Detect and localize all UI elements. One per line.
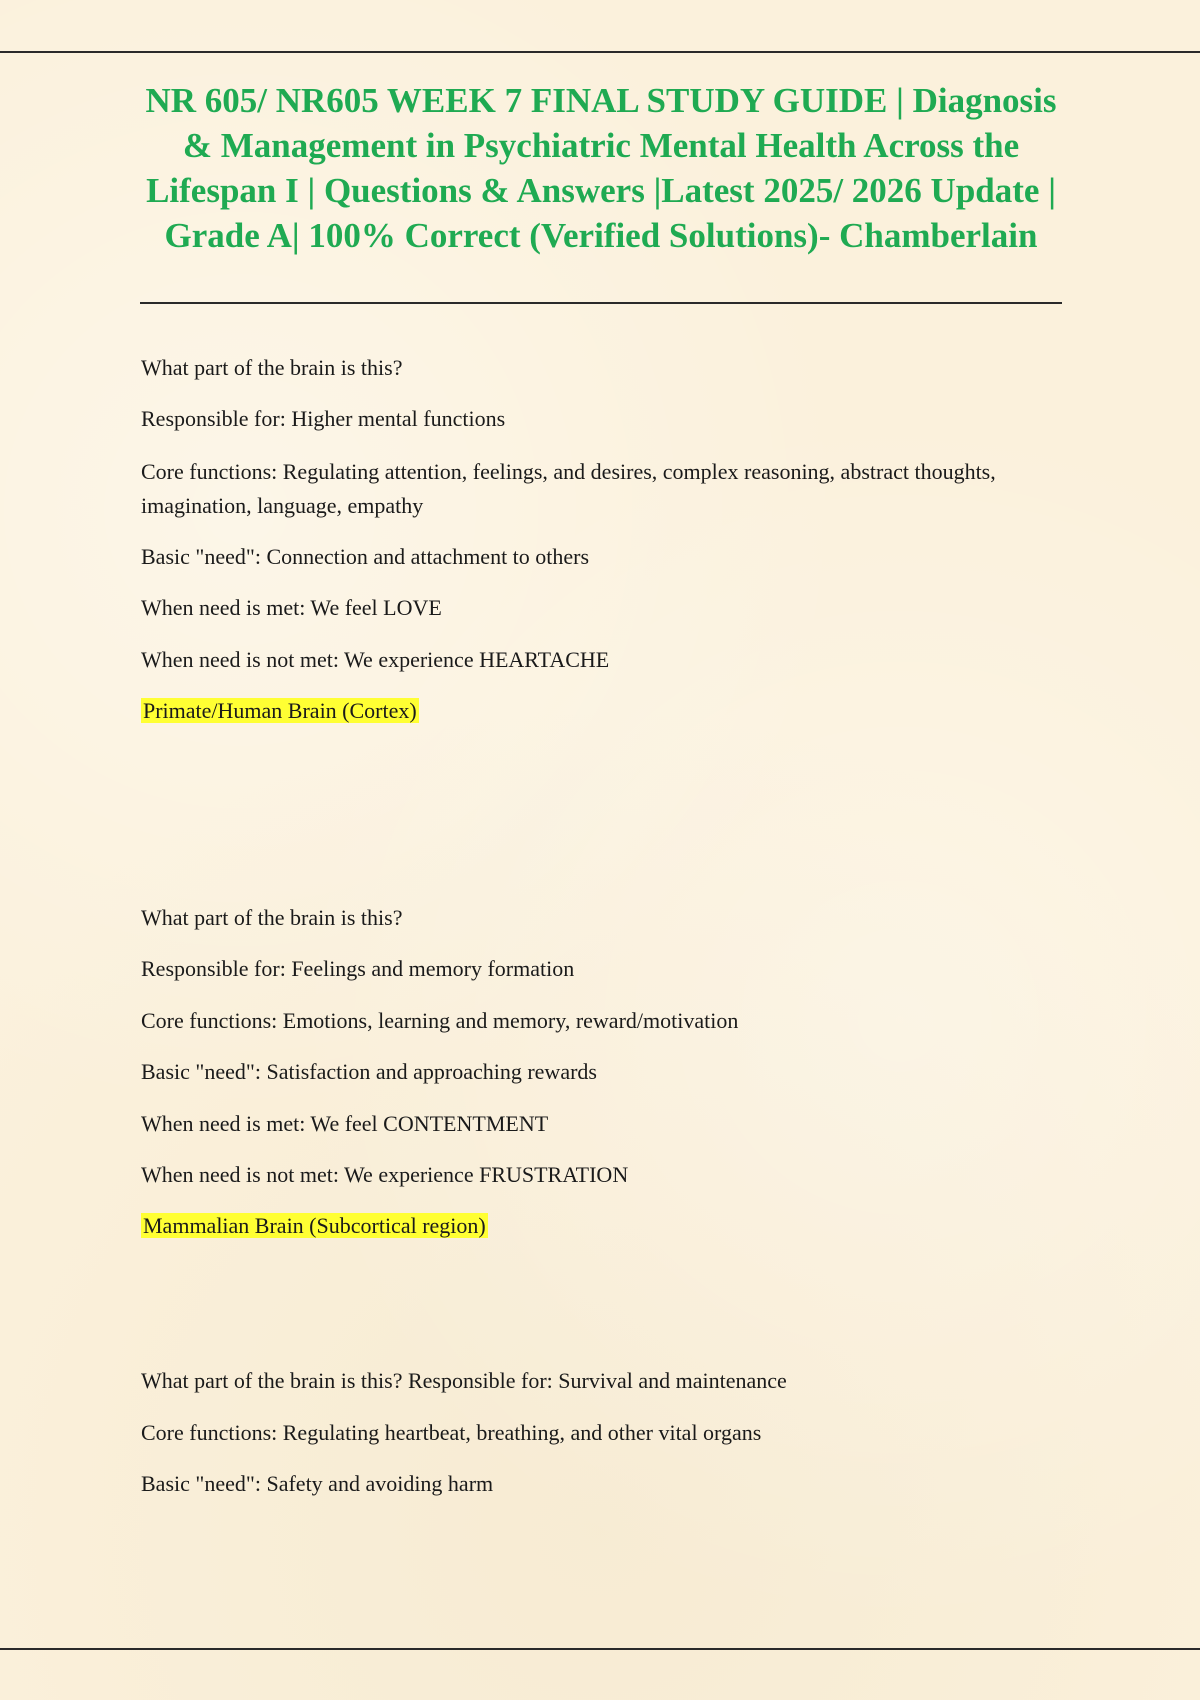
q2-need-met: When need is met: We feel CONTENTMENT xyxy=(141,1111,549,1136)
document-title: NR 605/ NR605 WEEK 7 FINAL STUDY GUIDE | Diagnosis & Management in Psychiatric Mental Health Across the Lifespan I | Questions & Answers |Latest 2025/ 2026 Update | Grade A| 100% Correct (Verified Solutions)- Chamberlain xyxy=(145,81,1057,255)
q1-responsible: Responsible for: Higher mental functions xyxy=(141,406,506,431)
q3-basic-need: Basic "need": Safety and avoiding harm xyxy=(141,1471,494,1496)
q1-core-functions: Core functions: Regulating attention, feelings, and desires, complex reasoning, abstract thoughts, imagination, language, empathy xyxy=(141,459,996,518)
bottom-page-rule xyxy=(0,1648,1200,1650)
q1-answer-line xyxy=(141,694,1071,728)
q2-answer-line xyxy=(141,1209,1071,1243)
q2-responsible: Responsible for: Feelings and memory formation xyxy=(141,956,575,981)
q1-answer-highlight: Primate/Human Brain (Cortex) xyxy=(143,698,417,723)
title-underline xyxy=(140,302,1062,304)
q3-question-responsible: What part of the brain is this? Responsible for: Survival and maintenance xyxy=(141,1368,787,1393)
q1-need-not-met: When need is not met: We experience HEARTACHE xyxy=(141,647,610,672)
q2-core-functions: Core functions: Emotions, learning and memory, reward/motivation xyxy=(141,1008,739,1033)
top-page-rule xyxy=(0,51,1200,53)
q2-need-not-met: When need is not met: We experience FRUSTRATION xyxy=(141,1162,629,1187)
q2-question: What part of the brain is this? xyxy=(141,905,403,930)
q2-answer-highlight: Mammalian Brain (Subcortical region) xyxy=(143,1213,486,1238)
q1-need-met: When need is met: We feel LOVE xyxy=(141,595,442,620)
q3-core-functions: Core functions: Regulating heartbeat, breathing, and other vital organs xyxy=(141,1420,762,1445)
q1-question: What part of the brain is this? xyxy=(141,355,403,380)
q2-basic-need: Basic "need": Satisfaction and approaching rewards xyxy=(141,1059,597,1084)
q1-basic-need: Basic "need": Connection and attachment to others xyxy=(141,544,590,569)
